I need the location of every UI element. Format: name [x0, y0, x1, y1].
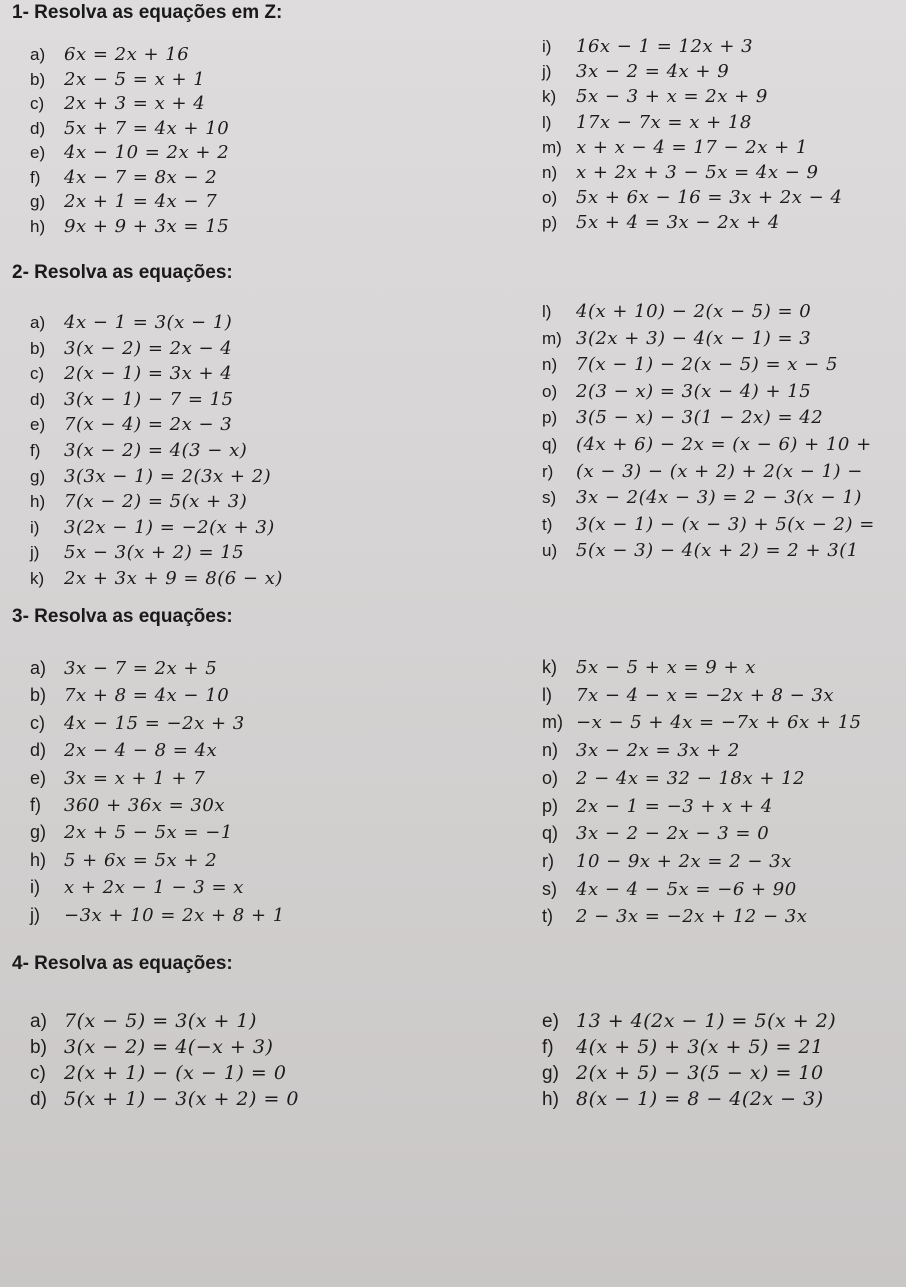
equation: 2(x + 1) − (x − 1) = 0: [64, 1062, 287, 1084]
equation: 16x − 1 = 12x + 3: [576, 36, 754, 57]
exercise-label: n): [542, 163, 558, 182]
section-title-4: 4- Resolva as equações:: [12, 953, 233, 974]
exercise-label: b): [30, 685, 47, 706]
exercise-item: [542, 685, 834, 706]
exercise-label: t): [542, 514, 553, 534]
equation: 3(x − 1) − 7 = 15: [64, 388, 234, 410]
equation: 2x − 4 − 8 = 4x: [64, 740, 218, 762]
equation: 7x − 4 − x = −2x + 8 − 3x: [576, 684, 835, 706]
exercise-item: [542, 657, 756, 678]
equation: 3x − 2x = 3x + 2: [576, 740, 740, 762]
equation: 3(x − 2) = 4(−x + 3): [64, 1036, 274, 1058]
exercise-item: [30, 795, 225, 816]
equation: 4(x + 10) − 2(x − 5) = 0: [576, 301, 812, 322]
exercise-item: [542, 86, 768, 107]
exercise-label: k): [542, 657, 557, 677]
exercise-item: [542, 768, 805, 789]
exercise-item: [30, 713, 245, 734]
exercise-item: [30, 118, 229, 139]
exercise-label: r): [542, 461, 554, 481]
exercise-item: [542, 301, 811, 322]
exercise-label: b): [30, 1037, 47, 1058]
equation: 8(x − 1) = 8 − 4(2x − 3): [576, 1088, 824, 1110]
exercise-label: i): [30, 517, 40, 537]
exercise-item: [542, 381, 811, 402]
equation: 3x = x + 1 + 7: [64, 767, 206, 789]
exercise-label: g): [30, 466, 46, 486]
exercise-label: n): [542, 740, 559, 761]
exercise-label: d): [30, 1089, 47, 1110]
exercise-label: e): [542, 1011, 559, 1032]
equation: 3(x − 2) = 2x − 4: [64, 337, 233, 359]
exercise-label: n): [542, 355, 558, 375]
exercise-label: o): [542, 381, 558, 401]
exercise-item: [30, 768, 205, 789]
exercise-label: t): [542, 906, 553, 927]
exercise-item: [542, 162, 819, 183]
exercise-item: [542, 851, 792, 872]
exercise-label: i): [542, 37, 552, 56]
exercise-item: [30, 568, 283, 589]
exercise-item: [542, 823, 769, 844]
exercise-label: k): [30, 569, 45, 588]
exercise-label: j): [30, 904, 40, 925]
exercise-label: c): [30, 94, 45, 113]
exercise-label: m): [542, 137, 562, 157]
exercise-label: c): [30, 1063, 46, 1084]
equation: 3(2x − 1) = −2(x + 3): [64, 516, 275, 538]
exercise-label: q): [542, 823, 559, 844]
section-title-2: 2- Resolva as equações:: [12, 262, 233, 283]
equation: 13 + 4(2x − 1) = 5(x + 2): [576, 1010, 837, 1032]
exercise-label: c): [30, 712, 45, 733]
exercise-label: s): [542, 878, 557, 899]
exercise-item: [30, 69, 205, 90]
exercise-item: [542, 540, 859, 561]
exercise-item: [542, 514, 875, 535]
exercise-label: b): [30, 69, 46, 89]
equation: 4x − 4 − 5x = −6 + 90: [576, 878, 797, 900]
exercise-label: h): [30, 492, 46, 512]
exercise-label: e): [30, 767, 47, 788]
equation: 2(x + 5) − 3(5 − x) = 10: [576, 1062, 824, 1084]
exercise-item: [542, 1036, 824, 1059]
equation: −3x + 10 = 2x + 8 + 1: [64, 904, 285, 926]
exercise-label: j): [542, 62, 552, 82]
equation: 2 − 3x = −2x + 12 − 3x: [576, 906, 808, 928]
exercise-label: h): [542, 1089, 559, 1110]
exercise-item: [542, 740, 740, 761]
exercise-item: [30, 338, 232, 359]
exercise-label: a): [30, 658, 47, 678]
section-title-3: 3- Resolva as equações:: [12, 606, 233, 627]
exercise-item: [542, 1010, 836, 1033]
exercise-label: i): [30, 877, 40, 898]
exercise-item: [542, 187, 842, 208]
equation: 3(x − 2) = 4(3 − x): [64, 440, 248, 461]
exercise-label: k): [542, 87, 557, 107]
exercise-label: f): [30, 441, 41, 460]
equation: 2x + 3 = x + 4: [64, 93, 206, 114]
exercise-item: [30, 1088, 299, 1111]
exercise-item: [542, 354, 838, 375]
exercise-label: e): [30, 143, 46, 162]
exercise-label: f): [30, 167, 41, 187]
exercise-item: [30, 191, 217, 212]
exercise-item: [30, 685, 229, 706]
exercise-label: p): [542, 795, 559, 816]
exercise-label: g): [30, 192, 46, 211]
exercise-item: [30, 466, 271, 487]
exercise-label: f): [30, 795, 41, 815]
equation: x + x − 4 = 17 − 2x + 1: [576, 136, 808, 158]
equation: 7(x − 5) = 3(x + 1): [64, 1010, 257, 1032]
exercise-item: [30, 44, 189, 65]
equation: x + 2x − 1 − 3 = x: [64, 877, 244, 899]
exercise-label: o): [542, 767, 559, 788]
equation: 4(x + 5) + 3(x + 5) = 21: [576, 1036, 824, 1058]
exercise-item: [30, 822, 233, 843]
exercise-label: d): [30, 389, 46, 409]
exercise-item: [30, 389, 234, 410]
equation: 9x + 9 + 3x = 15: [64, 215, 230, 237]
exercise-item: [30, 850, 217, 871]
equation: 5 + 6x = 5x + 2: [64, 849, 218, 871]
equation: 3x − 2 = 4x + 9: [576, 61, 730, 83]
exercise-item: [542, 461, 863, 482]
exercise-item: [542, 61, 729, 82]
equation: 4x − 1 = 3(x − 1): [64, 312, 233, 333]
equation: 4x − 15 = −2x + 3: [64, 712, 245, 734]
exercise-item: [542, 712, 862, 733]
exercise-label: l): [542, 684, 552, 705]
equation: 3(2x + 3) − 4(x − 1) = 3: [576, 327, 812, 349]
equation: 2x − 5 = x + 1: [64, 68, 206, 90]
equation: 5x − 3 + x = 2x + 9: [576, 86, 768, 108]
exercise-item: [30, 363, 232, 384]
exercise-label: f): [542, 1037, 554, 1058]
exercise-item: [542, 407, 823, 428]
equation: x + 2x + 3 − 5x = 4x − 9: [576, 162, 819, 183]
equation: 360 + 36x = 30x: [64, 795, 226, 816]
exercise-item: [542, 487, 862, 508]
equation: (4x + 6) − 2x = (x − 6) + 10 +: [576, 434, 872, 455]
exercise-label: a): [30, 45, 46, 64]
equation: 3(3x − 1) = 2(3x + 2): [64, 465, 272, 487]
exercise-label: d): [30, 740, 47, 761]
exercise-label: l): [542, 302, 552, 321]
exercise-item: [542, 112, 752, 133]
exercise-item: [542, 137, 808, 158]
exercise-item: [30, 491, 247, 512]
exercise-label: m): [542, 712, 563, 733]
equation: 2x + 5 − 5x = −1: [64, 822, 233, 844]
exercise-item: [30, 1010, 257, 1033]
equation: 5x + 7 = 4x + 10: [64, 117, 230, 139]
exercise-label: o): [542, 188, 558, 208]
exercise-label: l): [542, 112, 552, 132]
exercise-item: [542, 1062, 824, 1085]
exercise-label: a): [30, 313, 46, 332]
equation: 6x = 2x + 16: [64, 44, 190, 65]
exercise-item: [542, 36, 753, 57]
exercise-item: [30, 905, 285, 926]
exercise-item: [30, 740, 217, 761]
exercise-label: p): [542, 408, 558, 428]
equation: 4x − 10 = 2x + 2: [64, 142, 230, 163]
equation: 4x − 7 = 8x − 2: [64, 166, 218, 188]
exercise-label: g): [30, 822, 47, 843]
exercise-label: c): [30, 364, 45, 384]
exercise-label: a): [30, 1011, 47, 1032]
exercise-label: h): [30, 849, 47, 870]
exercise-label: r): [542, 850, 554, 871]
exercise-label: d): [30, 118, 46, 138]
exercise-item: [30, 877, 244, 898]
equation: 5x − 5 + x = 9 + x: [576, 657, 756, 678]
equation: (x − 3) − (x + 2) + 2(x − 1) −: [576, 460, 863, 482]
equation: 3(5 − x) − 3(1 − 2x) = 42: [576, 407, 824, 429]
exercise-item: [542, 212, 780, 233]
exercise-item: [30, 93, 205, 114]
exercise-label: h): [30, 216, 46, 236]
equation: 3x − 7 = 2x + 5: [64, 658, 218, 679]
exercise-label: g): [542, 1063, 559, 1084]
equation: 7(x − 2) = 5(x + 3): [64, 491, 248, 513]
section-title-1: 1- Resolva as equações em Z:: [12, 2, 283, 23]
exercise-label: u): [542, 541, 558, 561]
exercise-item: [542, 879, 797, 900]
equation: 2 − 4x = 32 − 18x + 12: [576, 767, 806, 789]
equation: 5x − 3(x + 2) = 15: [64, 542, 245, 564]
equation: 5x + 4 = 3x − 2x + 4: [576, 212, 780, 234]
exercise-item: [30, 542, 244, 563]
exercise-item: [30, 142, 229, 163]
equation: 2(x − 1) = 3x + 4: [64, 363, 233, 385]
exercise-item: [30, 1062, 286, 1085]
exercise-label: e): [30, 415, 46, 435]
exercise-item: [30, 216, 229, 237]
exercise-label: q): [542, 435, 558, 454]
exercise-label: m): [542, 328, 562, 348]
exercise-item: [542, 1088, 824, 1111]
exercise-item: [30, 414, 232, 435]
exercise-item: [30, 312, 232, 333]
exercise-item: [542, 328, 811, 349]
exercise-label: s): [542, 488, 557, 508]
exercise-item: [30, 658, 217, 679]
exercise-item: [30, 1036, 273, 1059]
exercise-item: [30, 517, 275, 538]
equation: 2x + 1 = 4x − 7: [64, 191, 218, 212]
equation: 7(x − 4) = 2x − 3: [64, 414, 233, 436]
exercise-item: [542, 434, 872, 455]
equation: −x − 5 + 4x = −7x + 6x + 15: [576, 712, 862, 734]
equation: 5(x − 3) − 4(x + 2) = 2 + 3(1: [576, 540, 859, 562]
exercise-item: [30, 440, 247, 461]
equation: 2x − 1 = −3 + x + 4: [576, 795, 773, 817]
equation: 17x − 7x = x + 18: [576, 111, 752, 133]
exercise-label: j): [30, 543, 40, 563]
equation: 2x + 3x + 9 = 8(6 − x): [64, 568, 283, 589]
equation: 3x − 2 − 2x − 3 = 0: [576, 823, 770, 845]
exercise-item: [542, 906, 807, 927]
exercise-label: p): [542, 213, 558, 233]
equation: 10 − 9x + 2x = 2 − 3x: [576, 850, 792, 872]
equation: 7x + 8 = 4x − 10: [64, 685, 230, 707]
exercise-item: [542, 796, 773, 817]
equation: 5x + 6x − 16 = 3x + 2x − 4: [576, 187, 843, 209]
exercise-label: b): [30, 338, 46, 358]
equation: 3(x − 1) − (x − 3) + 5(x − 2) =: [576, 513, 875, 535]
exercise-item: [30, 167, 217, 188]
equation: 7(x − 1) − 2(x − 5) = x − 5: [576, 354, 838, 376]
equation: 5(x + 1) − 3(x + 2) = 0: [64, 1088, 300, 1110]
equation: 2(3 − x) = 3(x − 4) + 15: [576, 380, 812, 402]
equation: 3x − 2(4x − 3) = 2 − 3(x − 1): [576, 487, 862, 509]
